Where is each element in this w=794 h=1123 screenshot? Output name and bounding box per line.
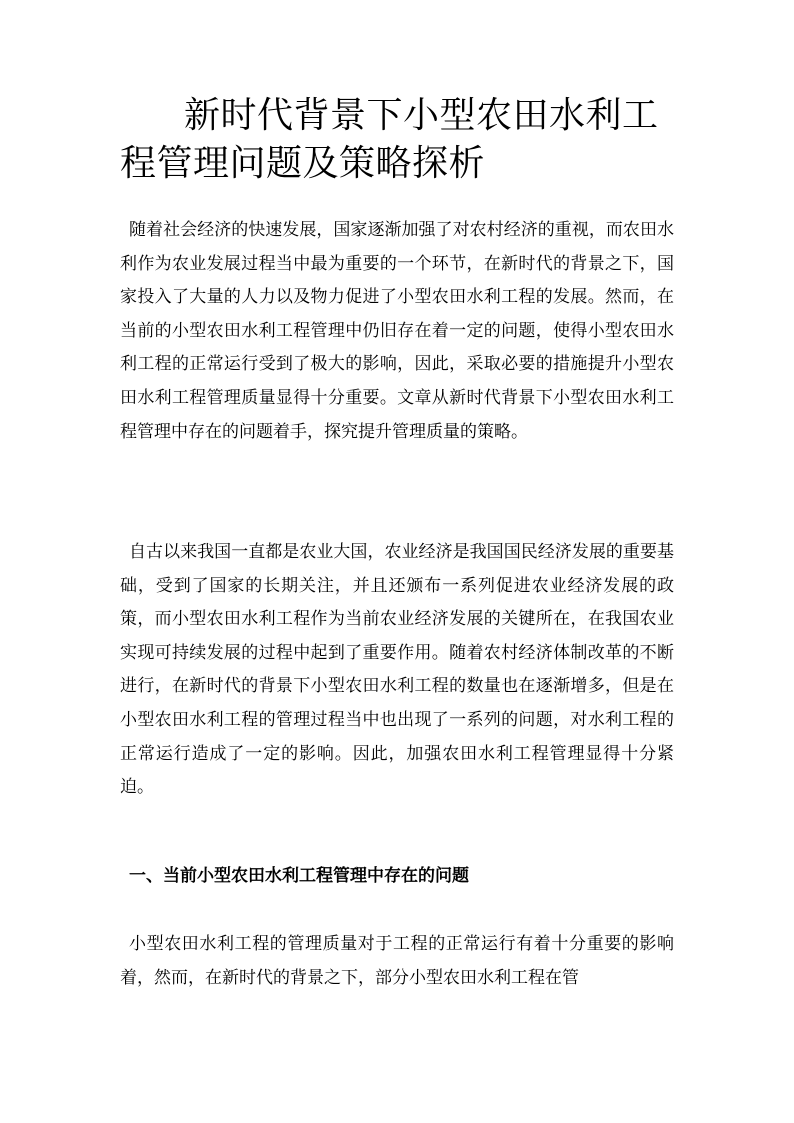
document-title: 新时代背景下小型农田水利工程管理问题及策略探析 (120, 95, 659, 184)
section-heading: 一、当前小型农田水利工程管理中存在的问题 (129, 866, 469, 886)
section-paragraph: 小型农田水利工程的管理质量对于工程的正常运行有着十分重要的影响着，然而，在新时代的背景之下，部分小型农田水利工程在管 (120, 934, 674, 988)
abstract-paragraph: 随着社会经济的快速发展，国家逐渐加强了对农村经济的重视，而农田水利作为农业发展过程当中最为重要的一个环节，在新时代的背景之下，国家投入了大量的人力以及物力促进了小型农田水利工程的发展。然而，在当前的小型农田水利工程管理中仍旧存在着一定的问题，使得小型农田水利工程的正常运行受到了极大的影响，因此，采取必要的措施提升小型农田水利工程管理质量显得十分重要。文章从新时代背景下小型农田水利工程管理中存在的问题着手，探究提升管理质量的策略。 (120, 220, 674, 442)
intro-paragraph: 自古以来我国一直都是农业大国，农业经济是我国国民经济发展的重要基础，受到了国家的长期关注，并且还颁布一系列促进农业经济发展的政策，而小型农田水利工程作为当前农业经济发展的关键所在，在我国农业实现可持续发展的过程中起到了重要作用。随着农村经济体制改革的不断进行，在新时代的背景下小型农田水利工程的数量也在逐渐增多，但是在小型农田水利工程的管理过程当中也出现了一系列的问题，对水利工程的正常运行造成了一定的影响。因此，加强农田水利工程管理显得十分紧迫。 (120, 542, 674, 798)
